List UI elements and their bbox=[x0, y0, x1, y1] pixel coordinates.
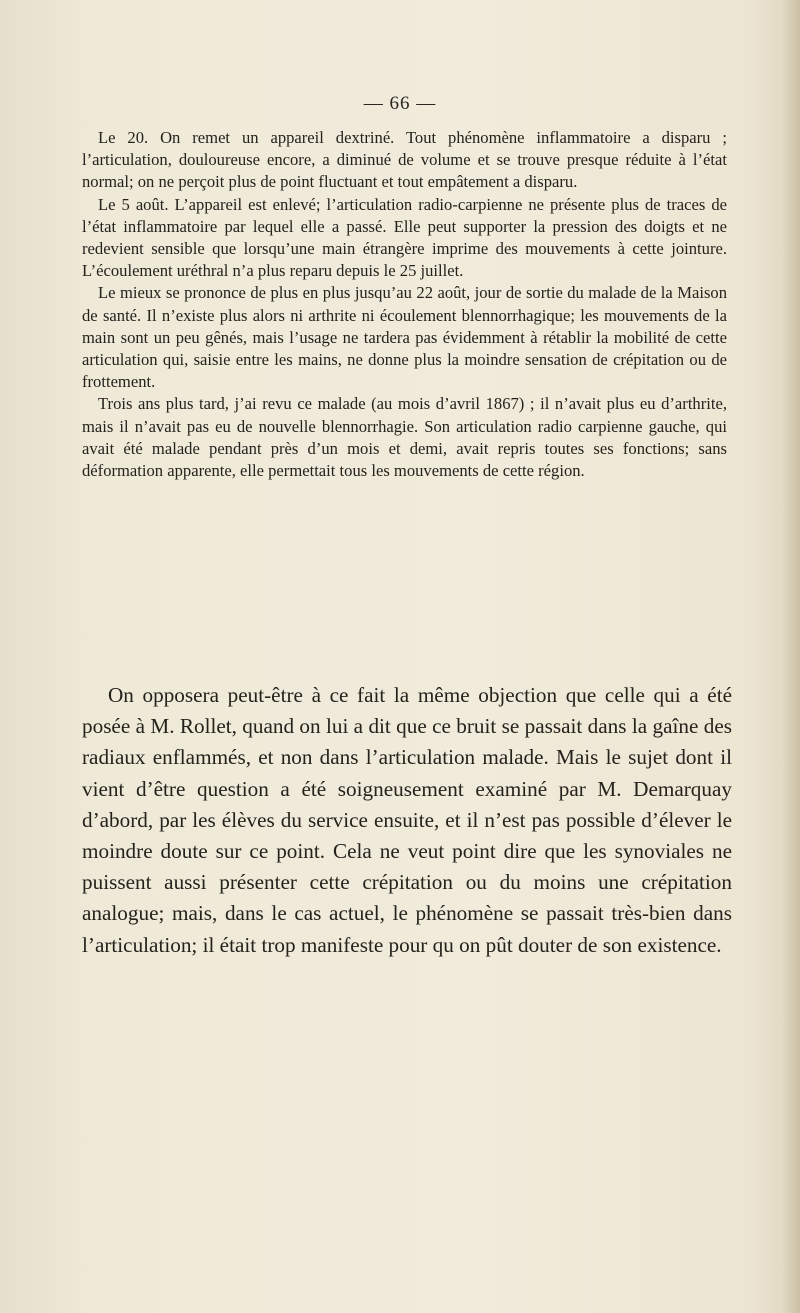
paragraph-trois-ans: Trois ans plus tard, j’ai revu ce malade (au mois d’avril 1867) ; il n’avait plus eu d’arthrite, mais il n’avait pas eu de nouvelle blennorrhagie. Son articulation radio carpienne gauche, qui avait été malade pendant près d’un mois et demi, avait repris toutes ses fonctions; sans déformation apparente, elle permettait tous les mouvements de cette région. bbox=[82, 394, 727, 481]
page-number: — 66 — bbox=[363, 93, 437, 114]
page-edge-shadow bbox=[782, 0, 800, 1313]
observation-text-block bbox=[82, 127, 727, 482]
paragraph-le-mieux: Le mieux se prononce de plus en plus jusqu’au 22 août, jour de sortie du malade de la Maison de santé. Il n’existe plus alors ni arthrite ni écoulement blennorrhagique; les mouvements de la main sont un peu gênés, mais l’usage ne tardera pas évidemment à rétablir la mobilité de cette articulation qui, saisie entre les mains, ne donne plus la moindre sensation de crépitation ou de frottement. bbox=[82, 283, 727, 392]
paragraph-5-aout: Le 5 août. L’appareil est enlevé; l’articulation radio-carpienne ne présente plus de traces de l’état inflammatoire par lequel elle a passé. Elle peut supporter la pression des doigts et ne redevient sensible que lorsqu’une main étrangère imprime des mouvements à cette jointure. L’écoulement uréthral n’a plus reparu depuis le 25 juillet. bbox=[82, 194, 727, 281]
paragraph-le-20: Le 20. On remet un appareil dextriné. Tout phénomène inflammatoire a disparu ; l’articulation, douloureuse encore, a diminué de volume et se trouve presque réduite à l’état normal; on ne perçoit plus de point fluctuant et tout empâtement a disparu. bbox=[82, 128, 727, 192]
paragraph-objection: On opposera peut-être à ce fait la même objection que celle qui a été posée à M. Rollet, quand on lui a dit que ce bruit se passait dans la gaîne des radiaux enflammés, et non dans l’articulation malade. Mais le sujet dont il vient d’être question a été soigneusement examiné par M. Demarquay d’abord, par les élèves du service ensuite, et il n’est pas possible d’élever le moindre doute sur ce point. Cela ne veut point dire que les synoviales ne puissent aussi présenter cette crépitation ou du moins une crépitation analogue; mais, dans le cas actuel, le phénomène se passait très-bien dans l’articulation; il était trop manifeste pour qu on pût douter de son existence. bbox=[82, 683, 732, 957]
commentary-text-block bbox=[82, 680, 732, 961]
